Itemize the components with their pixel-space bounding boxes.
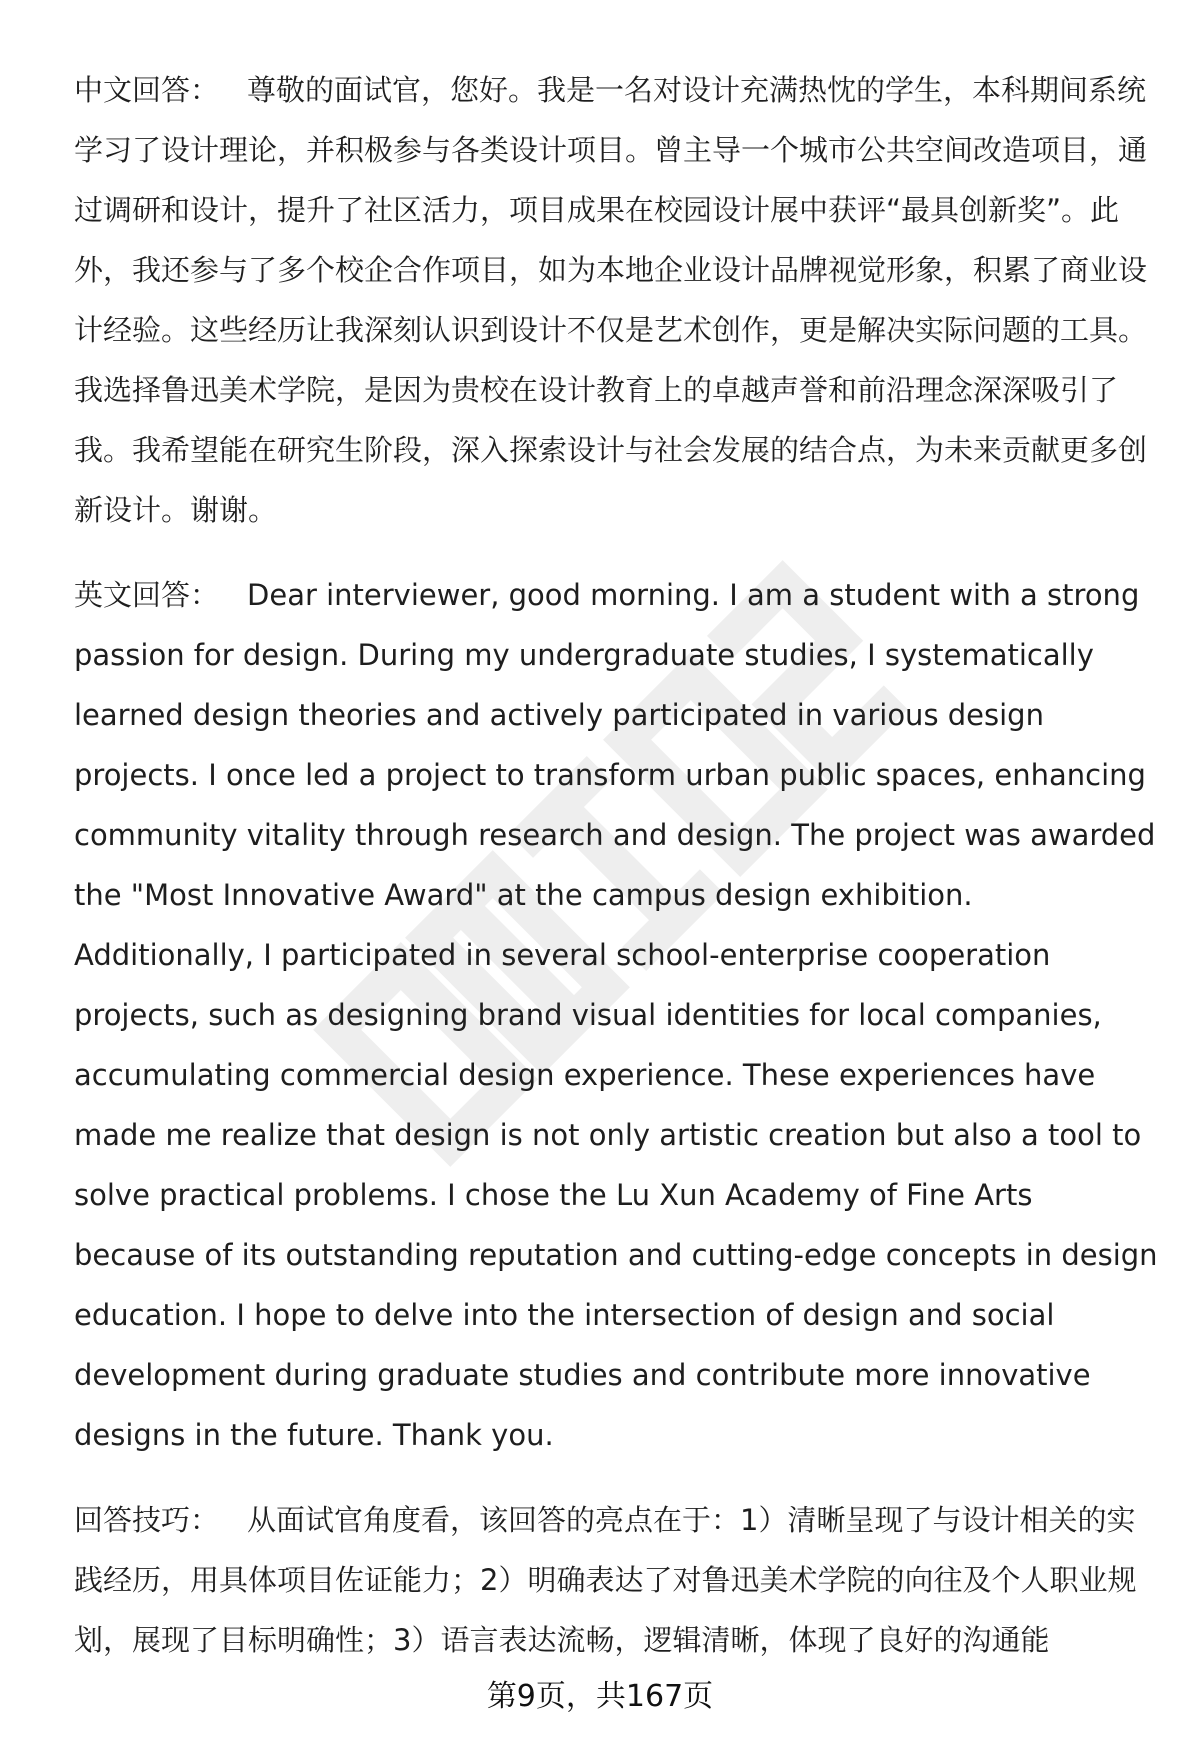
- page-number-footer: 第9页，共167页: [486, 1679, 714, 1714]
- chinese-answer-label: 中文回答：: [74, 73, 220, 107]
- english-answer-text: Dear interviewer, good morning. I am a student with a strong passion for design. During my undergraduate studies, I systematically learned design theories and actively participated in various design projects. I once led a project to transform urban public spaces, enhancing community vitality through research and design. The project was awarded the "Most Innovative Award" at the campus design exhibition. Additionally, I participated in several school-enterprise cooperation projects, such as designing brand visual identities for local companies, accumulating commercial design experience. These experiences have made me realize that design is not only artistic creation but also a tool to solve practical problems. I chose the Lu Xun Academy of Fine Arts because of its outstanding reputation and cutting-edge concepts in design education. I hope to delve into the intersection of design and social development during graduate studies and contribute more innovative designs in the future. Thank you.: [74, 578, 1158, 1452]
- chinese-answer-text: 尊敬的面试官，您好。我是一名对设计充满热忱的学生，本科期间系统学习了设计理论，并积极参与各类设计项目。曾主导一个城市公共空间改造项目，通过调研和设计，提升了社区活力，项目成果在校园设计展中获评“最具创新奖”。此外，我还参与了多个校企合作项目，如为本地企业设计品牌视觉形象，积累了商业设计经验。这些经历让我深刻认识到设计不仅是艺术创作，更是解决实际问题的工具。我选择鲁迅美术学院，是因为贵校在设计教育上的卓越声誉和前沿理念深深吸引了我。我希望能在研究生阶段，深入探索设计与社会发展的结合点，为未来贡献更多创新设计。谢谢。: [74, 73, 1148, 527]
- answer-tips-section: [74, 1490, 1154, 1670]
- answer-tips-label: 回答技巧：: [74, 1503, 220, 1537]
- answer-tips-text: 从面试官角度看，该回答的亮点在于：1）清晰呈现了与设计相关的实践经历，用具体项目佐证能力；2）明确表达了对鲁迅美术学院的向往及个人职业规划，展现了目标明确性；3）语言表达流畅，逻辑清晰，体现了良好的沟通能: [74, 1503, 1137, 1657]
- chinese-answer-section: [74, 60, 1154, 540]
- english-answer-section: [74, 565, 1159, 1465]
- english-answer-label: 英文回答：: [74, 578, 220, 612]
